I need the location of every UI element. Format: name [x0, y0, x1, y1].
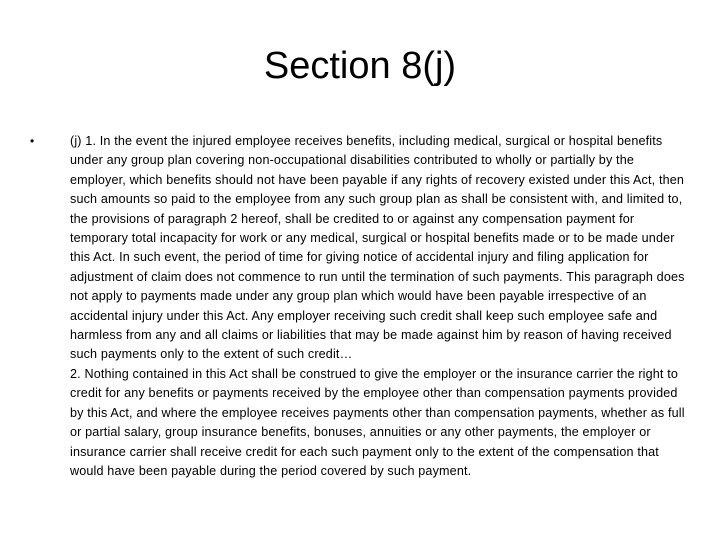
bullet-dot-icon: • — [30, 134, 35, 148]
paragraph-1: (j) 1. In the event the injured employee receives benefits, including medical, surgical or hospital benefits under any group plan covering non-occupational disabilities contributed to wholly or partially by the employer, which benefits should not have been payable if any rights of recovery existed under this Act, then such amounts so paid to the employee from any such group plan as shall be consistent with, and limited to, the provisions of paragraph 2 hereof, shall be credited to or against any compensation payment for temporary total incapacity for work or any medical, surgical or hospital benefits made or to be made under this Act. In such event, the period of time for giving notice of accidental injury and filing application for adjustment of claim does not commence to run until the termination of such payments. This paragraph does not apply to payments made under any group plan which would have been payable irrespective of an accidental injury under this Act. Any employer receiving such credit shall keep such employee safe and harmless from any and all claims or liabilities that may be made against him by reason of having received such payments only to the extent of such credit… — [70, 134, 685, 362]
slide-title: Section 8(j) — [263, 45, 457, 87]
bullet-item — [30, 132, 690, 481]
paragraph-2: 2. Nothing contained in this Act shall be construed to give the employer or the insurance carrier the right to credit for any benefits or payments received by the employee other than compensation payments provided by this Act, and where the employee receives payments other than compensation payments, whether as full or partial salary, group insurance benefits, bonuses, annuities or any other payments, the employer or insurance carrier shall receive credit for each such payment only to the extent of the compensation that would have been payable during the period covered by such payment. — [70, 366, 685, 478]
bullet-list — [30, 132, 690, 481]
